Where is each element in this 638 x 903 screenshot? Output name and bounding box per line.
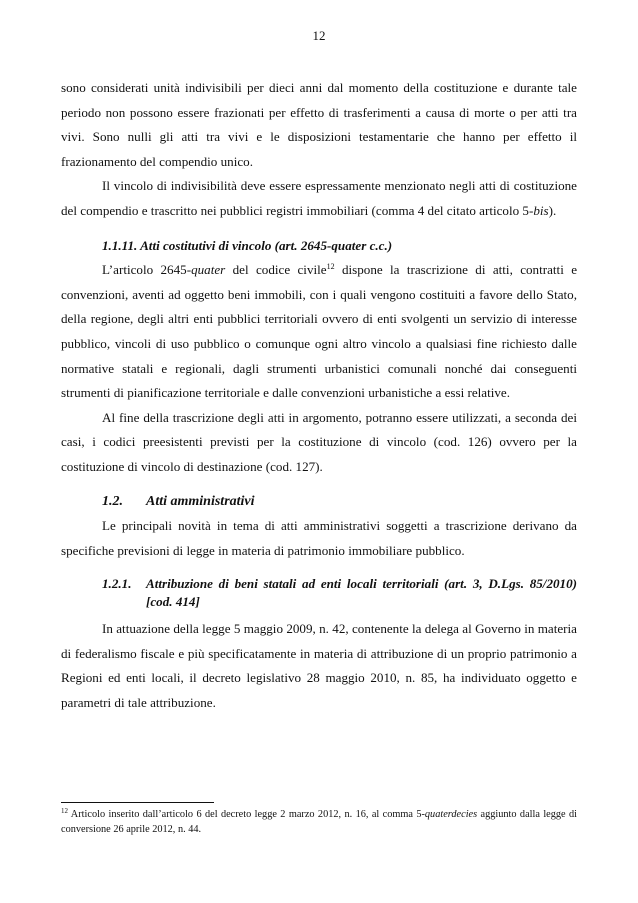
- section-heading-1-1-11: 1.1.11. Atti costitutivi di vincolo (art. 2645-quater c.c.): [102, 237, 393, 253]
- paragraph-codici-trascrizione: Al fine della trascrizione degli atti in argomento, potranno essere utilizzati, a seconda dei casi, i codici preesistenti previsti per la costituzione di vincolo (cod. 126) ovvero per la costituzione di vincolo di destinazione (cod. 127).: [61, 409, 577, 474]
- paragraph-atti-amministrativi: Le principali novità in tema di atti amministrativi soggetti a trascrizione derivano da specifiche previsioni di legge in materia di patrimonio immobiliare pubblico.: [61, 518, 577, 558]
- document-body: [61, 76, 577, 716]
- paragraph-compendio-indivisibile: sono considerati unità indivisibili per dieci anni dal momento della costituzione e durante tale periodo non possono essere frazionati per effetto di trasferimenti a causa di morte o per atti tra vivi. Sono nulli gli atti tra vivi e le disposizioni testamentarie che hanno per effetto il frazionamento del compendio unico.: [61, 80, 577, 169]
- section-heading-1-2: 1.2. Atti amministrativi: [102, 493, 255, 509]
- section-heading-1-2-1: 1.2.1. Attribuzione di beni statali ad enti locali territoriali (art. 3, D.Lgs. 85/2010) [cod. 414]: [102, 576, 577, 610]
- footnote-separator: [61, 802, 214, 803]
- paragraph-articolo-2645-quater: L’articolo 2645-quater del codice civile$^{12}$ dispone la trascrizione di atti, contratti e convenzioni, aventi ad oggetto beni immobili, con i quali vengono costituiti a favore dello Stato, della regione, degli altri enti pubblici territoriali ovvero di enti svolgenti un servizio di interesse pubblico, vincoli di uso pubblico o comunque ogni altro vincolo a qualsiasi fine richiesto dalle normative statali e regionali, dagli strumenti urbanistici comunali nonché dai conseguenti strumenti di pianificazione territoriale e dalle convenzioni urbanistiche a essi relative.: [61, 262, 578, 401]
- footnote-reference: 12: [326, 262, 335, 272]
- paragraph-federalismo-fiscale: In attuazione della legge 5 maggio 2009, n. 42, contenente la delega al Governo in materia di federalismo fiscale e più specificatamente in materia di attribuzione di un proprio patrimonio a Regioni ed enti locali, il decreto legislativo 28 maggio 2010, n. 85, ha individuato oggetto e parametri di tale attribuzione.: [61, 621, 577, 711]
- footnote-number: 12: [61, 807, 68, 815]
- footnote: $^{12}$ Articolo inserito dall’articolo 6 del decreto legge 2 marzo 2012, n. 16, al comma 5-quaterdecies aggiunto dalla legge di conversione 26 aprile 2012, n. 44.: [61, 807, 578, 835]
- page-number: 12: [312, 28, 326, 43]
- paragraph-vincolo-indivisibilita: Il vincolo di indivisibilità deve essere espressamente menzionato negli atti di costituzione del compendio e trascritto nei pubblici registri immobiliari (comma 4 del citato articolo 5-bis).: [61, 178, 577, 218]
